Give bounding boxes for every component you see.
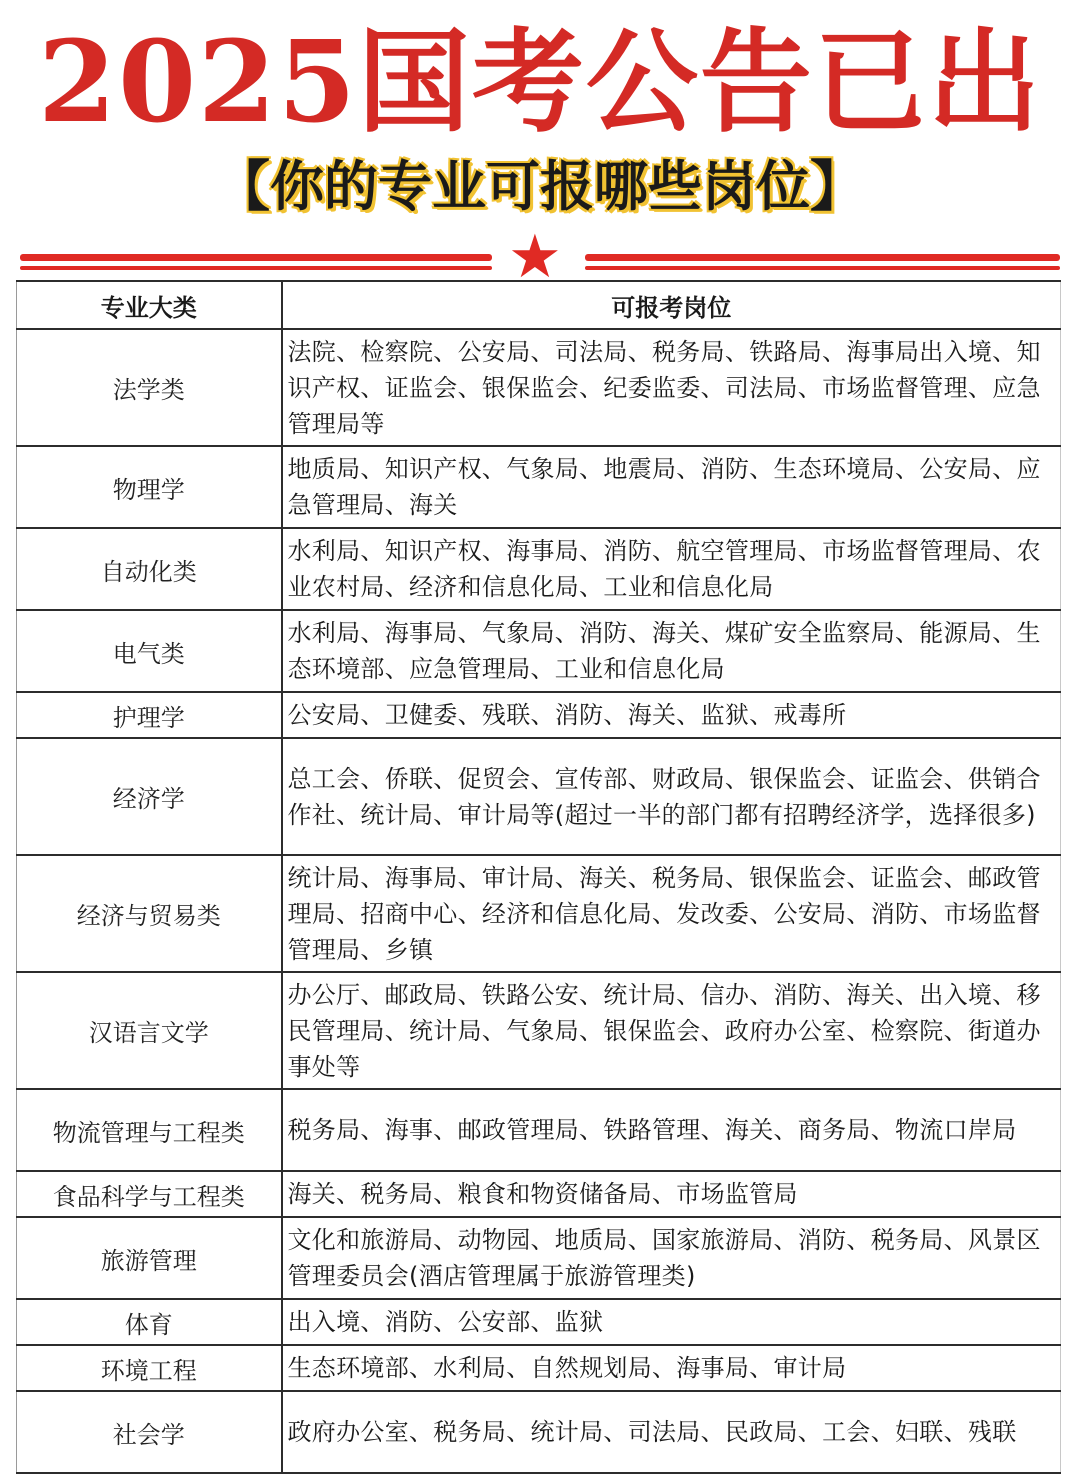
row-positions: 海关、税务局、粮食和物资储备局、市场监管局 [282, 1171, 1061, 1217]
table-row [17, 855, 1061, 972]
page-subtitle: 【你的专业可报哪些岗位】 [216, 155, 864, 218]
major-positions-table [16, 280, 1061, 1474]
divider-bar [20, 266, 492, 270]
row-category: 电气类 [17, 610, 282, 692]
row-category: 环境工程 [17, 1345, 282, 1391]
table-row [17, 610, 1061, 692]
table-row [17, 1217, 1061, 1299]
header-positions: 可报考岗位 [282, 281, 1061, 329]
row-category: 社会学 [17, 1391, 282, 1473]
row-category: 护理学 [17, 692, 282, 738]
table-header-row [17, 281, 1061, 329]
row-category: 体育 [17, 1299, 282, 1345]
table-row [17, 329, 1061, 446]
page-title: 2025国考公告已出 [38, 17, 1042, 148]
row-category: 汉语言文学 [17, 972, 282, 1089]
row-category: 经济与贸易类 [17, 855, 282, 972]
row-category: 自动化类 [17, 528, 282, 610]
row-positions: 水利局、海事局、气象局、消防、海关、煤矿安全监察局、能源局、生态环境部、应急管理局、工业和信息化局 [282, 610, 1061, 692]
row-positions: 出入境、消防、公安部、监狱 [282, 1299, 1061, 1345]
row-positions: 办公厅、邮政局、铁路公安、统计局、信办、消防、海关、出入境、移民管理局、统计局、气象局、银保监会、政府办公室、检察院、街道办事处等 [282, 972, 1061, 1089]
star-icon: ★ [508, 222, 562, 292]
divider-bar [20, 254, 492, 261]
divider-bar [585, 266, 1060, 270]
table-row [17, 1391, 1061, 1473]
row-category: 旅游管理 [17, 1217, 282, 1299]
table-row [17, 692, 1061, 738]
row-positions: 税务局、海事、邮政管理局、铁路管理、海关、商务局、物流口岸局 [282, 1089, 1061, 1171]
table-row [17, 1345, 1061, 1391]
table-row [17, 1089, 1061, 1171]
row-positions: 政府办公室、税务局、统计局、司法局、民政局、工会、妇联、残联 [282, 1391, 1061, 1473]
row-positions: 法院、检察院、公安局、司法局、税务局、铁路局、海事局出入境、知识产权、证监会、银保监会、纪委监委、司法局、市场监督管理、应急管理局等 [282, 329, 1061, 446]
divider-right [585, 250, 1060, 274]
row-positions: 文化和旅游局、动物园、地质局、国家旅游局、消防、税务局、风景区管理委员会(酒店管理属于旅游管理类) [282, 1217, 1061, 1299]
row-positions: 生态环境部、水利局、自然规划局、海事局、审计局 [282, 1345, 1061, 1391]
table-row [17, 738, 1061, 855]
row-category: 物流管理与工程类 [17, 1089, 282, 1171]
row-positions: 公安局、卫健委、残联、消防、海关、监狱、戒毒所 [282, 692, 1061, 738]
row-positions: 总工会、侨联、促贸会、宣传部、财政局、银保监会、证监会、供销合作社、统计局、审计局等(超过一半的部门都有招聘经济学，选择很多) [282, 738, 1061, 855]
row-category: 法学类 [17, 329, 282, 446]
table-row [17, 1171, 1061, 1217]
divider-left [20, 250, 492, 274]
table-row [17, 528, 1061, 610]
table-row [17, 972, 1061, 1089]
table-row [17, 1299, 1061, 1345]
row-category: 经济学 [17, 738, 282, 855]
divider-bar [585, 254, 1060, 261]
row-category: 物理学 [17, 446, 282, 528]
header-major-category: 专业大类 [17, 281, 282, 329]
row-category: 食品科学与工程类 [17, 1171, 282, 1217]
row-positions: 统计局、海事局、审计局、海关、税务局、银保监会、证监会、邮政管理局、招商中心、经济和信息化局、发改委、公安局、消防、市场监督管理局、乡镇 [282, 855, 1061, 972]
table-row [17, 446, 1061, 528]
row-positions: 地质局、知识产权、气象局、地震局、消防、生态环境局、公安局、应急管理局、海关 [282, 446, 1061, 528]
row-positions: 水利局、知识产权、海事局、消防、航空管理局、市场监督管理局、农业农村局、经济和信息化局、工业和信息化局 [282, 528, 1061, 610]
